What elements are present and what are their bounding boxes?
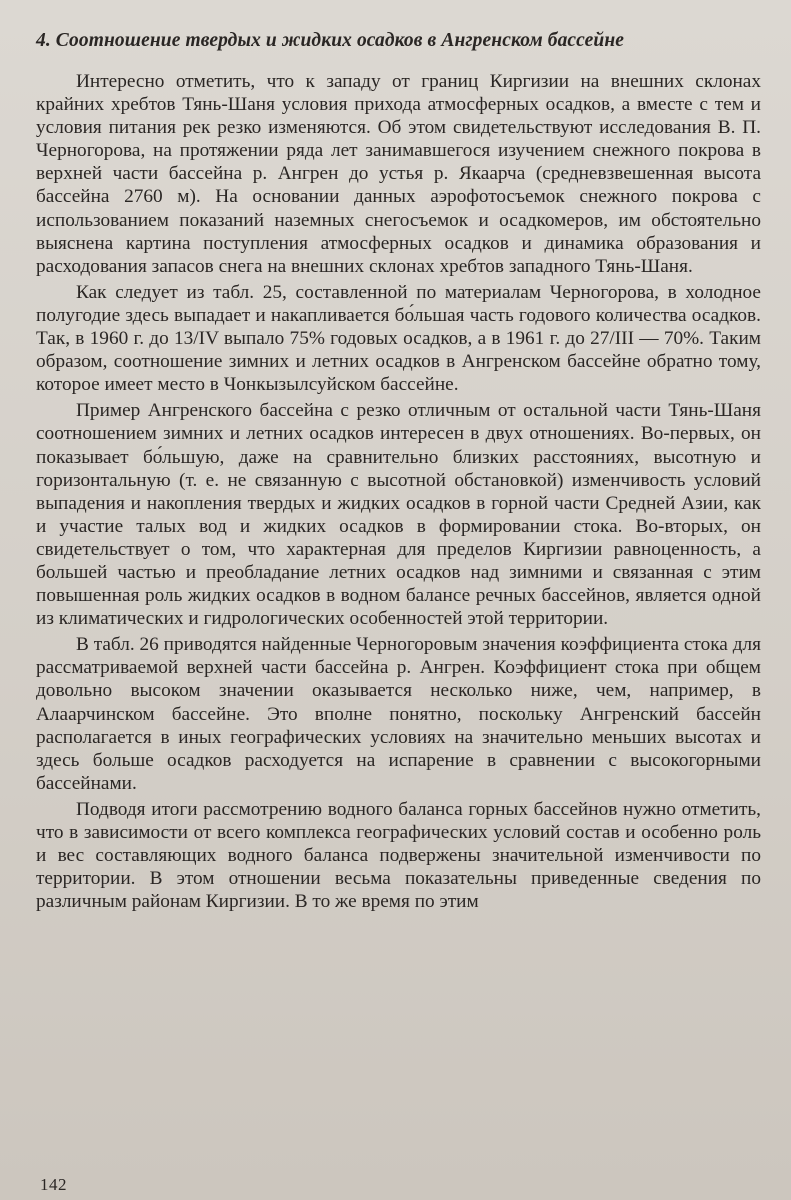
paragraph: Интересно отметить, что к западу от границ Киргизии на внешних склонах крайних хребтов Тянь-Шаня условия прихода атмосферных осадков, а вместе с тем и условия питания рек резко изменяются. Об этом свидетельствуют исследования В. П. Черногорова, на протяжении ряда лет занимавшегося изучением снежного покрова в верхней части бассейна р. Ангрен до устья р. Якаарча (средневзвешенная высота бассейна 2760 м). На основании данных аэрофотосъемок снежного покрова с использованием показаний наземных снегосъемок и осадкомеров, им обстоятельно выяснена картина поступления атмосферных осадков и динамика образования и расходования запасов снега на внешних склонах хребтов западного Тянь-Шаня.: [36, 71, 761, 277]
paragraph: В табл. 26 приводятся найденные Черногоровым значения коэффициента стока для рассматриваемой верхней части бассейна р. Ангрен. Коэффициент стока при общем довольно высоком значении оказывается несколько ниже, чем, например, в Алаарчинском бассейне. Это вполне понятно, поскольку Ангренский бассейн располагается в иных географических условиях на значительно меньших высотах и здесь больше осадков расходуется на испарение в сравнении с высокогорными бассейнами.: [36, 634, 761, 794]
body-text: [36, 70, 761, 913]
paragraph: Пример Ангренского бассейна с резко отличным от остальной части Тянь-Шаня соотношением зимних и летних осадков интересен в двух отношениях. Во-первых, он показывает бо́льшую, даже на сравнительно близких расстояниях, высотную и горизонтальную (т. е. не связанную с высотной обстановкой) изменчивость условий выпадения и накопления твердых и жидких осадков в горной части Средней Азии, как и участие талых вод и жидких осадков в формировании стока. Во-вторых, он свидетельствует о том, что характерная для пределов Киргизии равноценность, а большей частью и преобладание летних осадков над зимними и связанная с этим повышенная роль жидких осадков в водном балансе речных бассейнов, является одной из климатических и гидрологических особенностей этой территории.: [36, 400, 761, 630]
paragraph: Подводя итоги рассмотрению водного баланса горных бассейнов нужно отметить, что в зависимости от всего комплекса географических условий состав и особенно роль и вес составляющих водного баланса подвержены значительной изменчивости по территории. В этом отношении весьма показательны приведенные сведения по различным районам Киргизии. В то же время по этим: [36, 798, 761, 913]
page-number: 142: [40, 1175, 67, 1194]
section-heading: 4. Соотношение твердых и жидких осадков в Ангренском бассейне: [36, 30, 625, 51]
paragraph: Как следует из табл. 25, составленной по материалам Черногорова, в холодное полугодие здесь выпадает и накапливается бо́льшая часть годового количества осадков. Так, в 1960 г. до 13/IV выпало 75% годовых осадков, а в 1961 г. до 27/III — 70%. Таким образом, соотношение зимних и летних осадков в Ангренском бассейне обратно тому, которое имеет место в Чонкызылсуйском бассейне.: [36, 281, 761, 396]
